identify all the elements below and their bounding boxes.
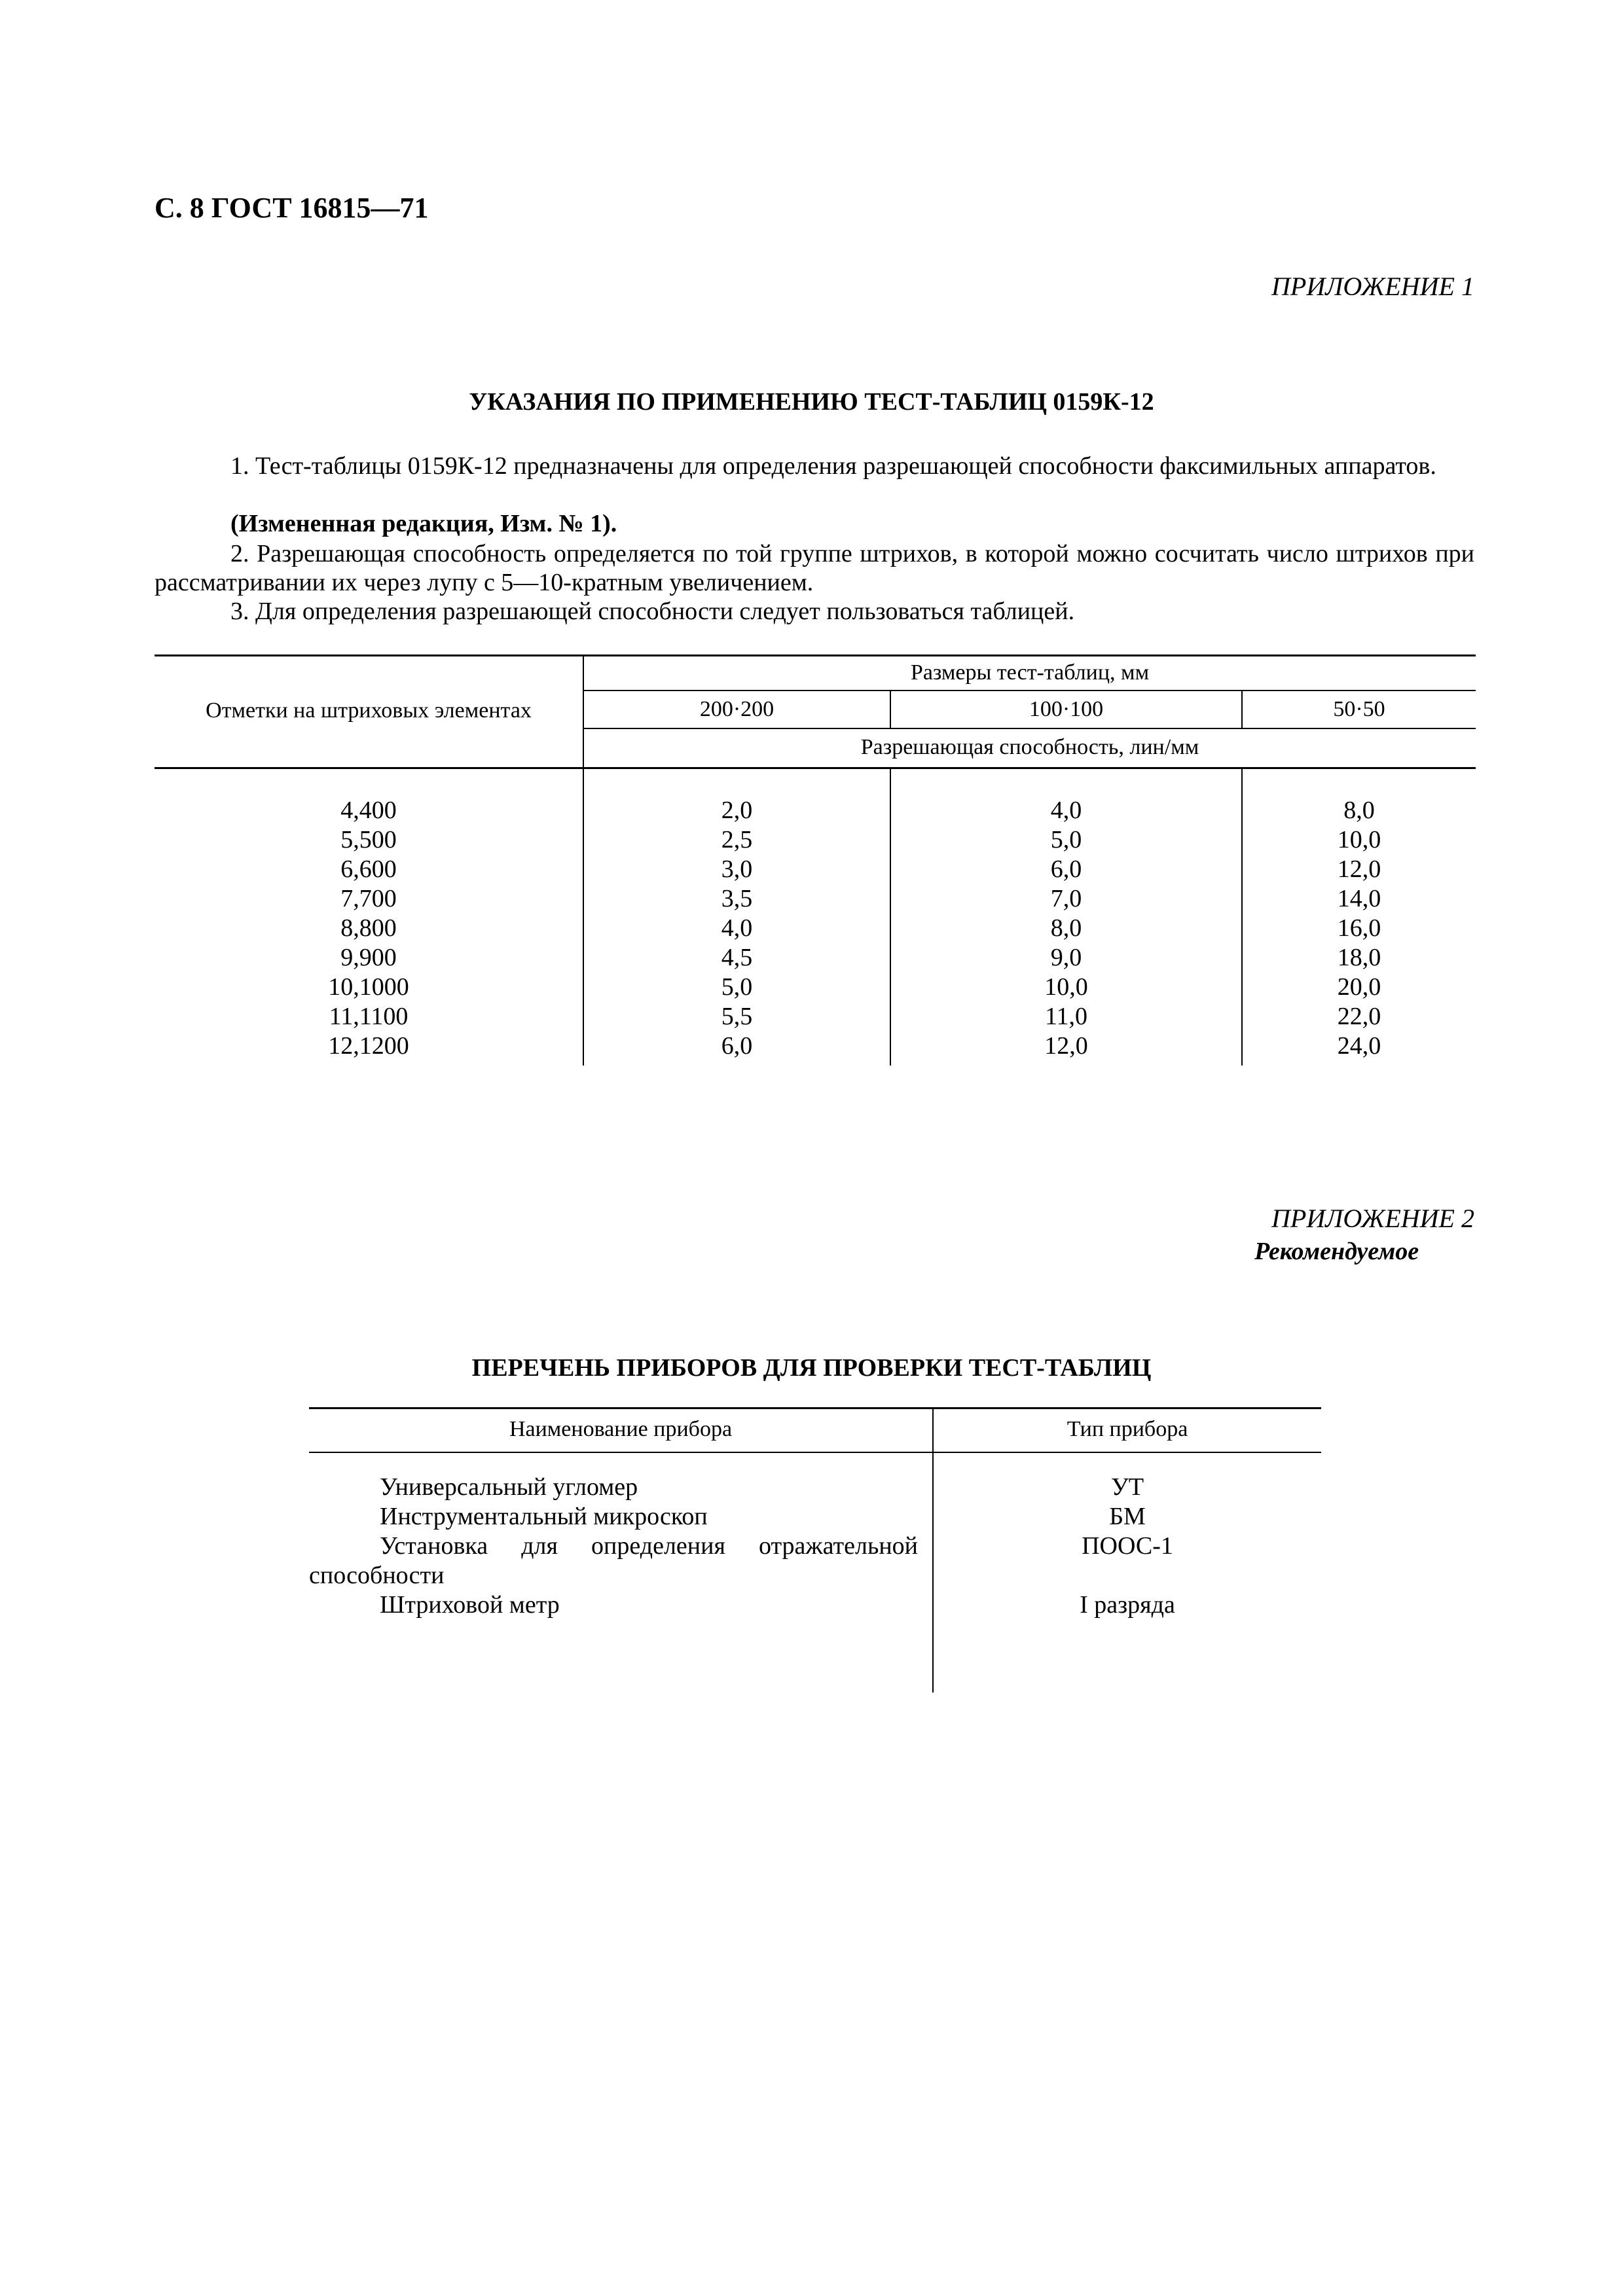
table-cell-res-100: 11,0 [1044, 1003, 1088, 1030]
header-size-50: 50·50 [1333, 697, 1385, 721]
paragraph-3: 3. Для определения разрешающей способности следует пользоваться таблицей. [230, 598, 1075, 625]
table-cell-res-200: 4,0 [721, 914, 753, 942]
instrument-type: УТ [1110, 1473, 1144, 1501]
table-cell-res-100: 7,0 [1050, 885, 1082, 912]
table-cell-res-200: 2,5 [721, 826, 753, 853]
table-top-rule [155, 655, 1476, 656]
header-sizes: Размеры тест-таблиц, мм [910, 660, 1150, 685]
table-cell-res-100: 4,0 [1050, 797, 1082, 824]
column-res-100 [891, 796, 1241, 1061]
table-cell-res-200: 6,0 [721, 1032, 753, 1060]
table-header-bottom-rule [155, 767, 1476, 769]
appendix-1-label: ПРИЛОЖЕНИЕ 1 [1271, 272, 1474, 301]
table-header-bottom-rule [309, 1452, 1321, 1453]
paragraph-2: 2. Разрешающая способность определяется по той группе штрихов, в которой можно сосчитать число штрихов при рассматривании их через лупу с 5—10-кратным увеличением. [155, 540, 1474, 596]
table-cell-res-100: 9,0 [1050, 944, 1082, 971]
table-cell-mark: 11,1100 [329, 1003, 409, 1030]
table-cell-res-200: 5,5 [721, 1003, 753, 1030]
table-cell-mark: 4,400 [340, 797, 397, 824]
table-cell-res-50: 14,0 [1337, 885, 1381, 912]
table-cell-res-50: 16,0 [1337, 914, 1381, 942]
table-cell-mark: 10,1000 [328, 973, 409, 1001]
table-cell-res-100: 12,0 [1044, 1032, 1088, 1060]
table-cell-mark: 7,700 [340, 885, 397, 912]
table-cell-res-50: 10,0 [1337, 826, 1381, 853]
table-cell-mark: 9,900 [340, 944, 397, 971]
header-instrument-name: Наименование прибора [509, 1417, 733, 1441]
table-cell-res-50: 18,0 [1337, 944, 1381, 971]
appendix-2-title: ПЕРЕЧЕНЬ ПРИБОРОВ ДЛЯ ПРОВЕРКИ ТЕСТ-ТАБЛИЦ [471, 1354, 1152, 1382]
table-cell-mark: 6,600 [340, 855, 397, 883]
table-cell-res-200: 5,0 [721, 973, 753, 1001]
column-res-200 [584, 796, 890, 1061]
table-rule [583, 728, 1476, 729]
table-cell-res-200: 3,0 [721, 855, 753, 883]
table-cell-res-100: 8,0 [1050, 914, 1082, 942]
header-instrument-type: Тип прибора [1067, 1417, 1188, 1441]
header-marks: Отметки на штриховых элементах [206, 698, 532, 723]
table-cell-res-50: 12,0 [1337, 855, 1381, 883]
table-top-rule [309, 1407, 1321, 1409]
table-cell-res-50: 20,0 [1337, 973, 1381, 1001]
table-cell-res-50: 24,0 [1337, 1032, 1381, 1060]
instrument-name: Универсальный угломер [380, 1473, 638, 1501]
column-res-50 [1243, 796, 1476, 1061]
table-cell-res-200: 4,5 [721, 944, 753, 971]
table-cell-mark: 5,500 [340, 826, 397, 853]
table-cell-res-200: 2,0 [721, 797, 753, 824]
appendix-2-label: ПРИЛОЖЕНИЕ 2 [1271, 1204, 1474, 1233]
header-size-200: 200·200 [699, 697, 775, 721]
table-cell-res-50: 8,0 [1343, 797, 1375, 824]
column-marks [155, 796, 583, 1061]
instrument-name: Инструментальный микроскоп [380, 1503, 708, 1530]
appendix-2-status: Рекомендуемое [1254, 1238, 1419, 1265]
header-resolution: Разрешающая способность, лин/мм [860, 735, 1199, 759]
instrument-type: I разряда [1080, 1591, 1175, 1619]
instrument-name: Штриховой метр [380, 1591, 560, 1619]
paragraph-1: 1. Тест-таблицы 0159К-12 предназначены для определения разрешающей способности факсимильных аппаратов. [230, 452, 1436, 480]
instrument-name: Установка для определения отражательной [380, 1532, 918, 1560]
table-cell-mark: 12,1200 [328, 1032, 409, 1060]
table-cell-res-200: 3,5 [721, 885, 753, 912]
amendment-note: (Измененная редакция, Изм. № 1). [230, 510, 617, 537]
appendix-1-title: УКАЗАНИЯ ПО ПРИМЕНЕНИЮ ТЕСТ-ТАБЛИЦ 0159К-12 [469, 388, 1154, 416]
table-cell-mark: 8,800 [340, 914, 397, 942]
table-cell-res-100: 6,0 [1050, 855, 1082, 883]
table-cell-res-100: 10,0 [1044, 973, 1088, 1001]
header-size-100: 100·100 [1029, 697, 1104, 721]
instrument-name-continued: способности [309, 1562, 445, 1589]
instrument-type: ПООС-1 [1082, 1532, 1173, 1560]
page-header: С. 8 ГОСТ 16815—71 [155, 192, 429, 224]
table-cell-res-50: 22,0 [1337, 1003, 1381, 1030]
table-rule [583, 690, 1476, 691]
instrument-type: БМ [1109, 1503, 1146, 1530]
table-cell-res-100: 5,0 [1050, 826, 1082, 853]
